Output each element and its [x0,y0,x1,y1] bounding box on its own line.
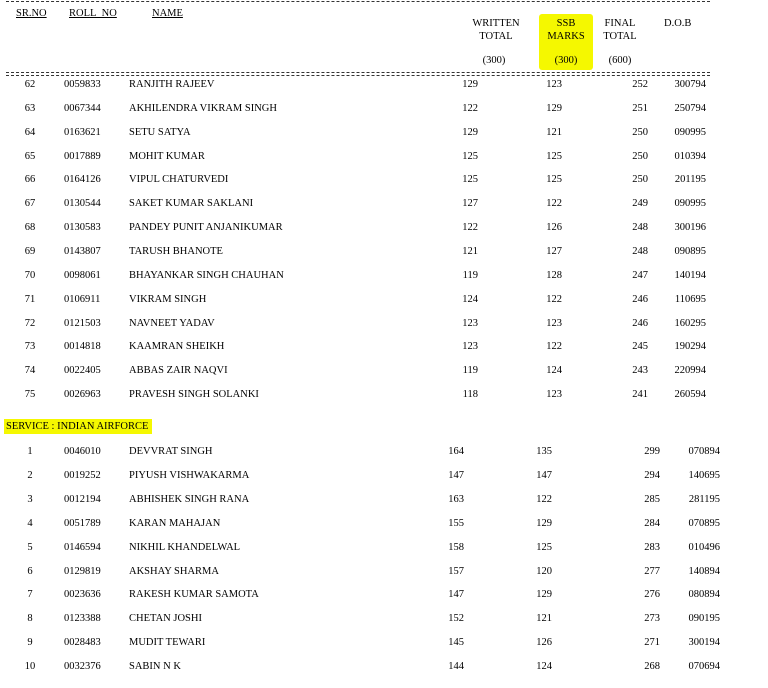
ssb-marks-cell: 123 [546,389,562,401]
roll-no-cell: 0121503 [64,317,101,329]
ssb-marks-line1: SSB [556,18,576,29]
table-row [0,469,768,489]
name-cell: MOHIT KUMAR [129,150,205,162]
ssb-marks-cell: 135 [536,446,552,457]
dob-cell: 300194 [688,637,720,649]
roll-no-cell: 0023636 [64,589,101,601]
ssb-marks-cell: 129 [546,102,562,114]
sr-no-cell: 5 [27,541,33,553]
final-total-cell: 273 [644,613,660,625]
ssb-marks-cell: 125 [546,150,562,162]
roll-no-cell: 0026963 [64,389,101,401]
ssb-marks-line2: MARKS [547,31,585,42]
ssb-marks-cell: 127 [546,245,562,257]
sr-no-cell: 75 [24,389,36,401]
written-total-cell: 147 [448,469,464,481]
ssb-marks-cell: 122 [546,198,562,210]
written-total-line1: WRITTEN [472,18,520,29]
dob-cell: 010394 [674,150,706,162]
final-total-cell: 251 [632,102,648,114]
final-total-cell: 252 [632,79,648,90]
final-total-cell: 247 [632,269,648,281]
dob-cell: 010496 [688,541,720,553]
ssb-marks-cell: 124 [536,661,552,673]
written-max: (300) [482,55,506,66]
name-cell: RANJITH RAJEEV [129,79,215,90]
name-cell: BHAYANKAR SINGH CHAUHAN [129,269,284,281]
sr-no-cell: 63 [24,102,36,114]
written-total-cell: 124 [462,293,478,305]
col-header-sr-no: SR.NO [16,8,47,19]
final-total-cell: 250 [632,174,648,186]
sr-no-cell: 68 [24,222,36,234]
written-total-cell: 119 [462,365,478,377]
roll-no-cell: 0046010 [64,446,101,457]
table-row [0,221,768,241]
roll-no-cell: 0146594 [64,541,101,553]
roll-no-cell: 0164126 [64,174,101,186]
sr-no-cell: 2 [27,469,33,481]
name-cell: AKSHAY SHARMA [129,565,219,577]
final-total-cell: 284 [644,517,660,529]
table-row [0,102,768,122]
name-cell: VIKRAM SINGH [129,293,207,305]
top-divider [6,1,710,2]
written-total-cell: 118 [462,389,478,401]
name-cell: TARUSH BHANOTE [129,245,223,257]
sr-no-cell: 7 [27,589,33,601]
dob-cell: 140894 [688,565,720,577]
ssb-max: (300) [554,55,578,66]
table-row [0,388,768,408]
written-total-cell: 127 [462,198,478,210]
roll-no-cell: 0014818 [64,341,101,353]
table-row [0,150,768,170]
roll-no-cell: 0017889 [64,150,101,162]
ssb-marks-cell: 147 [536,469,552,481]
table-row [0,126,768,146]
name-cell: KARAN MAHAJAN [129,517,221,529]
ssb-marks-cell: 129 [536,589,552,601]
dob-cell: 250794 [674,102,706,114]
roll-no-cell: 0130544 [64,198,101,210]
roll-no-cell: 0051789 [64,517,101,529]
name-cell: PANDEY PUNIT ANJANIKUMAR [129,222,283,234]
final-total-cell: 283 [644,541,660,553]
final-total-cell: 299 [644,446,660,457]
table-row [0,340,768,360]
dob-cell: 090195 [688,613,720,625]
final-total-cell: 250 [632,126,648,138]
final-total-cell: 250 [632,150,648,162]
final-total-cell: 248 [632,222,648,234]
ssb-marks-cell: 120 [536,565,552,577]
sr-no-cell: 66 [24,174,36,186]
written-total-cell: 157 [448,565,464,577]
roll-no-cell: 0163621 [64,126,101,138]
name-cell: AKHILENDRA VIKRAM SINGH [129,102,277,114]
table-row [0,173,768,193]
written-total-cell: 164 [448,446,464,457]
name-cell: RAKESH KUMAR SAMOTA [129,589,259,601]
ssb-marks-cell: 125 [536,541,552,553]
name-cell: NIKHIL KHANDELWAL [129,541,241,553]
header-divider-1 [6,72,710,73]
roll-no-cell: 0123388 [64,613,101,625]
name-cell: PIYUSH VISHWAKARMA [129,469,250,481]
written-total-cell: 129 [462,126,478,138]
final-total-cell: 241 [632,389,648,401]
sr-no-cell: 74 [24,365,36,377]
table-row [0,197,768,217]
sr-no-cell: 71 [24,293,36,305]
dob-cell: 190294 [674,341,706,353]
final-total-cell: 268 [644,661,660,673]
dob-cell: 070694 [688,661,720,673]
name-cell: DEVVRAT SINGH [129,446,213,457]
sr-no-cell: 10 [24,661,36,673]
roll-no-cell: 0032376 [64,661,101,673]
name-cell: NAVNEET YADAV [129,317,215,329]
dob-cell: 281195 [688,493,720,505]
name-cell: SAKET KUMAR SAKLANI [129,198,254,210]
dob-cell: 300196 [674,222,706,234]
written-total-cell: 122 [462,102,478,114]
written-total-cell: 121 [462,245,478,257]
ssb-marks-cell: 125 [546,174,562,186]
written-total-line2: TOTAL [479,31,513,42]
sr-no-cell: 72 [24,317,36,329]
dob-cell: 260594 [674,389,706,401]
written-total-cell: 122 [462,222,478,234]
written-total-cell: 119 [462,269,478,281]
name-cell: KAAMRAN SHEIKH [129,341,225,353]
final-total-line1: FINAL [604,18,636,29]
table-row [0,517,768,537]
name-cell: SETU SATYA [129,126,191,138]
dob-cell: 090995 [674,198,706,210]
col-header-dob: D.O.B [664,18,692,29]
col-header-name: NAME [152,8,183,19]
final-total-cell: 248 [632,245,648,257]
roll-no-cell: 0143807 [64,245,101,257]
dob-cell: 070894 [688,446,720,457]
roll-no-cell: 0022405 [64,365,101,377]
col-header-written-total [470,17,522,43]
ssb-marks-cell: 124 [546,365,562,377]
final-total-cell: 246 [632,317,648,329]
ssb-marks-cell: 123 [546,79,562,90]
ssb-marks-cell: 129 [536,517,552,529]
table-row [0,245,768,265]
dob-cell: 300794 [674,79,706,90]
table-row [0,293,768,313]
roll-no-cell: 0130583 [64,222,101,234]
table-row [0,612,768,632]
written-total-cell: 123 [462,317,478,329]
sr-no-cell: 6 [27,565,33,577]
roll-no-cell: 0059833 [64,79,101,90]
dob-cell: 220994 [674,365,706,377]
table-row [0,660,768,680]
sr-no-cell: 9 [27,637,33,649]
dob-cell: 140194 [674,269,706,281]
sr-no-cell: 3 [27,493,33,505]
ssb-marks-cell: 122 [536,493,552,505]
sr-no-cell: 4 [27,517,33,529]
final-total-cell: 276 [644,589,660,601]
written-total-cell: 147 [448,589,464,601]
final-total-cell: 246 [632,293,648,305]
name-cell: ABBAS ZAIR NAQVI [129,365,228,377]
sr-no-cell: 73 [24,341,36,353]
final-total-cell: 243 [632,365,648,377]
dob-cell: 090895 [674,245,706,257]
sr-no-cell: 65 [24,150,36,162]
table-row [0,78,768,98]
ssb-marks-cell: 126 [536,637,552,649]
written-total-cell: 155 [448,517,464,529]
col-header-final-total [598,17,642,43]
final-max: (600) [608,55,632,66]
table-row [0,588,768,608]
final-total-cell: 271 [644,637,660,649]
written-total-cell: 145 [448,637,464,649]
written-total-cell: 158 [448,541,464,553]
sr-no-cell: 1 [27,446,33,457]
roll-no-cell: 0106911 [64,293,101,305]
written-total-cell: 152 [448,613,464,625]
ssb-marks-cell: 121 [546,126,562,138]
name-cell: ABHISHEK SINGH RANA [129,493,250,505]
table-row [0,493,768,513]
name-cell: MUDIT TEWARI [129,637,206,649]
dob-cell: 080894 [688,589,720,601]
written-total-cell: 125 [462,150,478,162]
ssb-marks-cell: 123 [546,317,562,329]
roll-no-cell: 0129819 [64,565,101,577]
table-row [0,565,768,585]
final-total-cell: 285 [644,493,660,505]
table-row [0,317,768,337]
final-total-cell: 245 [632,341,648,353]
table-row [0,364,768,384]
table-row [0,636,768,656]
dob-cell: 110695 [674,293,706,305]
written-total-cell: 123 [462,341,478,353]
final-total-cell: 277 [644,565,660,577]
col-header-roll-no: ROLL_NO [69,8,117,19]
sr-no-cell: 62 [24,79,36,90]
sr-no-cell: 69 [24,245,36,257]
ssb-marks-cell: 126 [546,222,562,234]
table-row [0,445,768,465]
name-cell: VIPUL CHATURVEDI [129,174,229,186]
roll-no-cell: 0019252 [64,469,101,481]
final-total-cell: 249 [632,198,648,210]
service-section-label: SERVICE : INDIAN AIRFORCE [4,419,152,434]
ssb-marks-cell: 128 [546,269,562,281]
dob-cell: 140695 [688,469,720,481]
dob-cell: 090995 [674,126,706,138]
dob-cell: 160295 [674,317,706,329]
ssb-marks-cell: 122 [546,341,562,353]
sr-no-cell: 70 [24,269,36,281]
written-total-cell: 125 [462,174,478,186]
final-total-line2: TOTAL [603,31,637,42]
name-cell: PRAVESH SINGH SOLANKI [129,389,259,401]
dob-cell: 201195 [674,174,706,186]
roll-no-cell: 0028483 [64,637,101,649]
ssb-marks-cell: 122 [546,293,562,305]
roll-no-cell: 0067344 [64,102,101,114]
ssb-marks-cell: 121 [536,613,552,625]
table-row [0,269,768,289]
sr-no-cell: 64 [24,126,36,138]
name-cell: SABIN N K [129,661,181,673]
dob-cell: 070895 [688,517,720,529]
name-cell: CHETAN JOSHI [129,613,202,625]
col-header-ssb-marks [538,17,594,43]
written-total-cell: 163 [448,493,464,505]
roll-no-cell: 0012194 [64,493,101,505]
sr-no-cell: 8 [27,613,33,625]
table-row [0,541,768,561]
header-divider-2 [6,75,710,76]
sr-no-cell: 67 [24,198,36,210]
written-total-cell: 129 [462,79,478,90]
roll-no-cell: 0098061 [64,269,101,281]
final-total-cell: 294 [644,469,660,481]
written-total-cell: 144 [448,661,464,673]
